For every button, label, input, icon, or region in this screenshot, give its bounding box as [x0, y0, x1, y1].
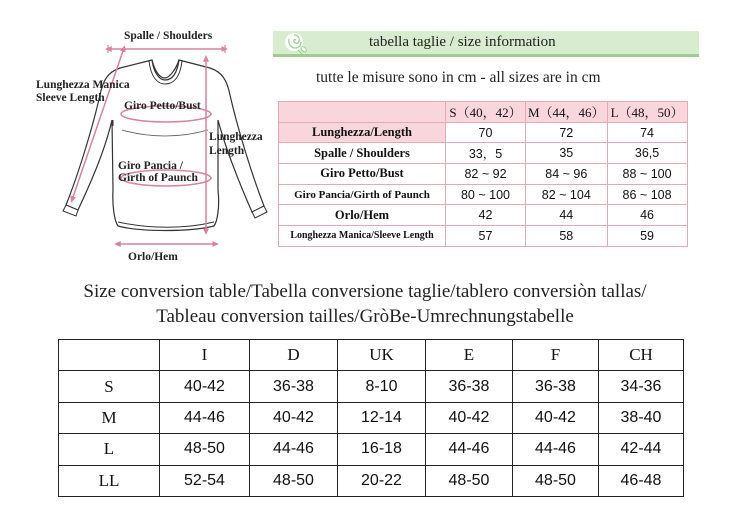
row-label: LL [59, 465, 160, 496]
table-cell: 44-46 [160, 402, 250, 433]
table-cell: 59 [607, 226, 687, 247]
sleeve-length-label-line2: Sleeve Length [36, 92, 105, 104]
size-table-header-row [279, 102, 688, 123]
length-label-line1: Lunghezza [209, 131, 263, 143]
table-cell: 44-46 [513, 434, 599, 465]
table-row [279, 143, 688, 164]
table-cell: 48-50 [250, 465, 338, 496]
table-cell: 86 ~ 108 [607, 184, 687, 205]
conversion-title-line2: Tableau conversion tailles/GròBe-Umrechnungstabelle [156, 306, 574, 327]
row-label: Longhezza Manica/Sleeve Length [279, 226, 446, 247]
conversion-header-cell: D [250, 340, 338, 371]
table-cell: 57 [446, 226, 526, 247]
conversion-header-cell: I [160, 340, 250, 371]
row-label: M [59, 402, 160, 433]
table-cell: 40-42 [426, 402, 513, 433]
size-table-header-l: L（48，50） [607, 102, 687, 123]
conversion-header-row [59, 340, 684, 371]
paunch-label-line1: Giro Pancia / [118, 160, 183, 172]
row-label: Spalle / Shoulders [279, 143, 446, 164]
table-cell: 44-46 [250, 434, 338, 465]
paunch-label-line2: Girth of Paunch [118, 172, 198, 184]
table-cell: 80 ~ 100 [446, 184, 526, 205]
size-information-table [278, 101, 688, 247]
table-cell: 48-50 [160, 434, 250, 465]
row-label: Giro Pancia/Girth of Paunch [279, 184, 446, 205]
table-cell: 44-46 [426, 434, 513, 465]
table-row [59, 434, 684, 465]
table-cell: 48-50 [426, 465, 513, 496]
table-row [59, 402, 684, 433]
table-row [59, 371, 684, 402]
table-cell: 36-38 [513, 371, 599, 402]
table-cell: 8-10 [338, 371, 426, 402]
shoulders-label: Spalle / Shoulders [124, 30, 213, 42]
table-cell: 40-42 [250, 402, 338, 433]
size-table-header-m: M（44，46） [526, 102, 608, 123]
table-cell: 70 [446, 122, 526, 143]
table-cell: 44 [526, 205, 608, 226]
conversion-header-cell: F [513, 340, 599, 371]
table-cell: 40-42 [160, 371, 250, 402]
table-cell: 82 ~ 104 [526, 184, 608, 205]
units-note: tutte le misure sono in cm - all sizes are in cm [316, 69, 601, 86]
table-row [59, 465, 684, 496]
table-cell: 12-14 [338, 402, 426, 433]
table-cell: 33，5 [446, 143, 526, 164]
table-row [279, 226, 688, 247]
table-cell: 34-36 [599, 371, 684, 402]
table-cell: 72 [526, 122, 608, 143]
length-label-line2: Length [209, 145, 245, 157]
banner-title: tabella taglie / size information [369, 34, 556, 50]
row-label: Lunghezza/Length [279, 122, 446, 143]
table-cell: 46 [607, 205, 687, 226]
row-label: Giro Petto/Bust [279, 164, 446, 185]
table-row [279, 184, 688, 205]
table-cell: 58 [526, 226, 608, 247]
bust-label: Giro Petto/Bust [124, 100, 201, 112]
table-row [279, 122, 688, 143]
table-cell: 42 [446, 205, 526, 226]
table-cell: 82 ~ 92 [446, 164, 526, 185]
table-cell: 36,5 [607, 143, 687, 164]
conversion-header-cell: UK [338, 340, 426, 371]
table-cell: 36-38 [426, 371, 513, 402]
table-cell: 48-50 [513, 465, 599, 496]
table-cell: 36-38 [250, 371, 338, 402]
table-row [279, 164, 688, 185]
table-cell: 88 ~ 100 [607, 164, 687, 185]
row-label: L [59, 434, 160, 465]
conversion-header-cell: E [426, 340, 513, 371]
table-cell: 84 ~ 96 [526, 164, 608, 185]
table-cell: 46-48 [599, 465, 684, 496]
conversion-header-cell: CH [599, 340, 684, 371]
conversion-title-line1: Size conversion table/Tabella conversione taglie/tablero conversiòn tallas/ [83, 281, 647, 302]
hem-label: Orlo/Hem [128, 251, 178, 263]
table-cell: 20-22 [338, 465, 426, 496]
table-cell: 38-40 [599, 402, 684, 433]
table-row [279, 205, 688, 226]
table-cell: 40-42 [513, 402, 599, 433]
size-conversion-table [58, 339, 684, 497]
row-label: Orlo/Hem [279, 205, 446, 226]
table-cell: 52-54 [160, 465, 250, 496]
rose-icon [281, 29, 309, 57]
table-cell: 35 [526, 143, 608, 164]
table-cell: 42-44 [599, 434, 684, 465]
garment-illustration [0, 0, 280, 275]
sleeve-length-label-line1: Lunghezza Manica [36, 79, 130, 91]
size-table-corner [279, 102, 446, 123]
table-cell: 74 [607, 122, 687, 143]
table-cell: 16-18 [338, 434, 426, 465]
row-label: S [59, 371, 160, 402]
conversion-title [0, 279, 730, 329]
size-information-banner [273, 31, 699, 57]
conversion-corner [59, 340, 160, 371]
size-table-header-s: S（40，42） [446, 102, 526, 123]
